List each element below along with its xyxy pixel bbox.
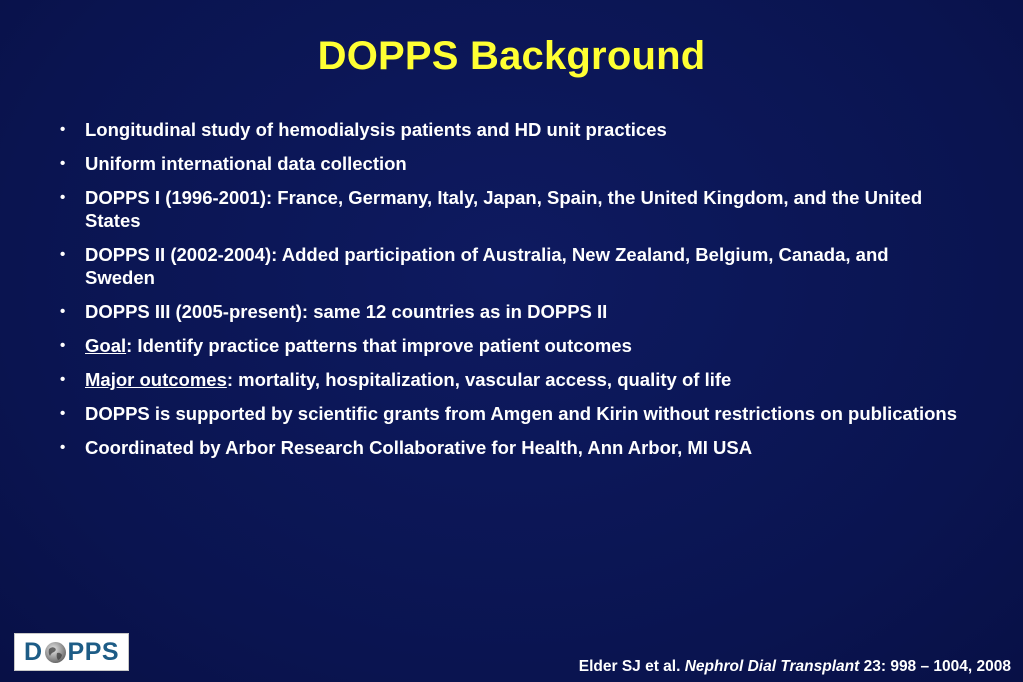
bullet-item xyxy=(58,334,958,357)
bullet-item xyxy=(58,118,958,141)
bullet-text: Coordinated by Arbor Research Collaborative for Health, Ann Arbor, MI USA xyxy=(85,437,753,458)
bullet-icon: • xyxy=(60,303,66,320)
bullet-item xyxy=(58,152,958,175)
citation-details: 23: 998 – 1004, 2008 xyxy=(863,658,1011,675)
bullet-item xyxy=(58,186,958,232)
bullet-text: Uniform international data collection xyxy=(85,153,407,174)
bullet-icon: • xyxy=(60,155,66,172)
bullet-text: : mortality, hospitalization, vascular access, quality of life xyxy=(226,369,732,390)
bullet-item xyxy=(58,243,958,289)
bullet-text: DOPPS is supported by scientific grants from Amgen and Kirin without restrictions on publications xyxy=(85,403,957,424)
bullet-text: DOPPS I (1996-2001): France, Germany, Italy, Japan, Spain, the United Kingdom, and the United States xyxy=(85,187,923,231)
bullet-label-major-outcomes: Major outcomes xyxy=(85,369,227,390)
globe-icon xyxy=(44,641,67,664)
bullet-text: DOPPS III (2005-present): same 12 countries as in DOPPS II xyxy=(85,301,608,322)
bullet-list xyxy=(58,118,958,470)
citation xyxy=(579,658,1011,676)
citation-authors: Elder SJ et al. xyxy=(578,658,681,675)
bullet-icon: • xyxy=(60,337,66,354)
bullet-icon: • xyxy=(60,246,66,263)
bullet-icon: • xyxy=(60,405,66,422)
bullet-icon: • xyxy=(60,121,66,138)
bullet-icon: • xyxy=(60,189,66,206)
logo-text-left: D xyxy=(23,637,43,666)
bullet-label-goal: Goal xyxy=(85,335,127,356)
bullet-text: DOPPS II (2002-2004): Added participation of Australia, New Zealand, Belgium, Canada, and Sweden xyxy=(85,244,889,288)
bullet-item xyxy=(58,402,958,425)
bullet-text: Longitudinal study of hemodialysis patients and HD unit practices xyxy=(85,119,667,140)
dopps-logo xyxy=(14,633,129,671)
bullet-item xyxy=(58,368,958,391)
bullet-icon: • xyxy=(60,439,66,456)
bullet-item xyxy=(58,300,958,323)
bullet-text: : Identify practice patterns that improve patient outcomes xyxy=(126,335,632,356)
citation-journal: Nephrol Dial Transplant xyxy=(684,658,860,675)
slide-title: DOPPS Background xyxy=(317,34,706,78)
logo-text-right: PPS xyxy=(67,637,120,666)
bullet-item xyxy=(58,436,958,459)
bullet-icon: • xyxy=(60,371,66,388)
